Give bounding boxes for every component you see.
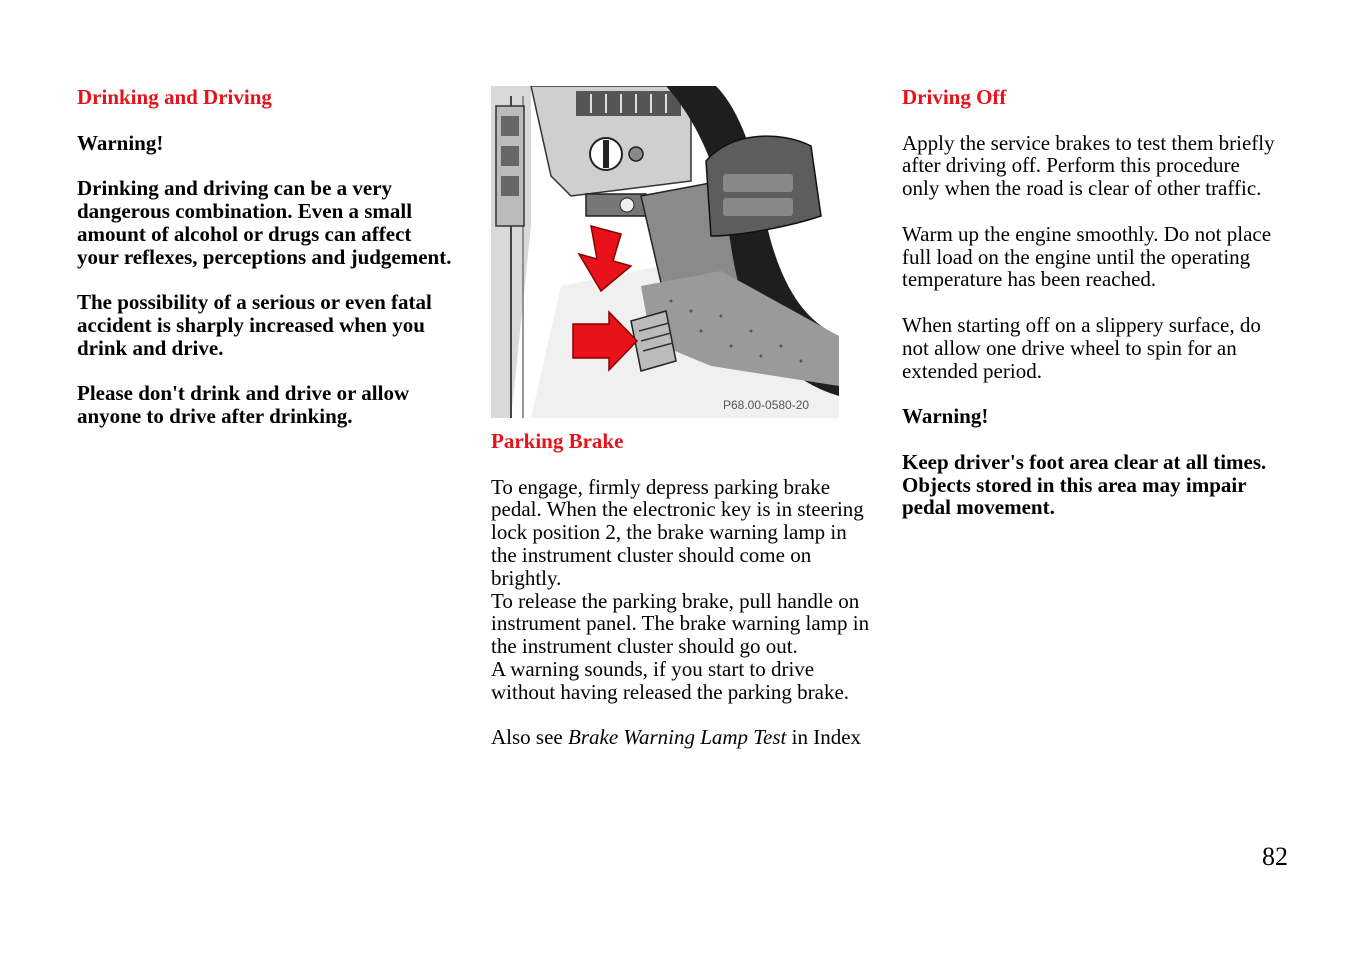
middle-column: [491, 430, 871, 749]
drinking-paragraph-2: The possibility of a serious or even fatal accident is sharply increased when you drink and drive.: [77, 290, 432, 360]
also-see-prefix: Also see: [491, 725, 568, 750]
drinking-paragraph-1: Drinking and driving can be a very dangerous combination. Even a small amount of alcohol or drugs can affect your reflexes, perceptions and judgement.: [77, 176, 452, 269]
driving-off-paragraph-1: Apply the service brakes to test them briefly after driving off. Perform this procedure only when the road is clear of other traffic.: [902, 130, 1275, 201]
parking-brake-paragraph-1: To engage, firmly depress parking brake pedal. When the electronic key is in steering lock position 2, the brake warning lamp in the instrument cluster should come on brightly.: [491, 474, 864, 590]
driving-off-warning-text: Keep driver's foot area clear at all times. Objects stored in this area may impair pedal movement.: [902, 449, 1267, 520]
parking-brake-paragraph-2: To release the parking brake, pull handle on instrument panel. The brake warning lamp in the instrument cluster should go out.: [491, 588, 870, 659]
right-column: [902, 86, 1282, 519]
warning-label: Warning!: [77, 130, 164, 155]
drinking-driving-heading: Drinking and Driving: [77, 85, 272, 109]
driving-off-paragraph-3: When starting off on a slippery surface, do not allow one drive wheel to spin for an extended period.: [902, 312, 1261, 383]
drinking-paragraph-3: Please don't drink and drive or allow anyone to drive after drinking.: [77, 381, 410, 429]
parking-brake-heading: Parking Brake: [491, 429, 624, 453]
figure-code: P68.00-0580-20: [723, 398, 810, 412]
also-see-link[interactable]: Brake Warning Lamp Test: [568, 725, 787, 750]
driving-off-paragraph-2: Warm up the engine smoothly. Do not place full load on the engine until the operating temperature has been reached.: [902, 221, 1272, 292]
driving-off-warning-label: Warning!: [902, 404, 989, 429]
parking-brake-paragraph-3: A warning sounds, if you start to drive without having released the parking brake.: [491, 656, 850, 704]
also-see-reference: [491, 726, 871, 749]
driving-off-heading: Driving Off: [902, 85, 1007, 109]
page-number: 82: [1262, 842, 1288, 871]
parking-brake-illustration: [491, 86, 839, 418]
also-see-suffix: in Index: [786, 725, 862, 750]
left-column: [77, 86, 457, 428]
